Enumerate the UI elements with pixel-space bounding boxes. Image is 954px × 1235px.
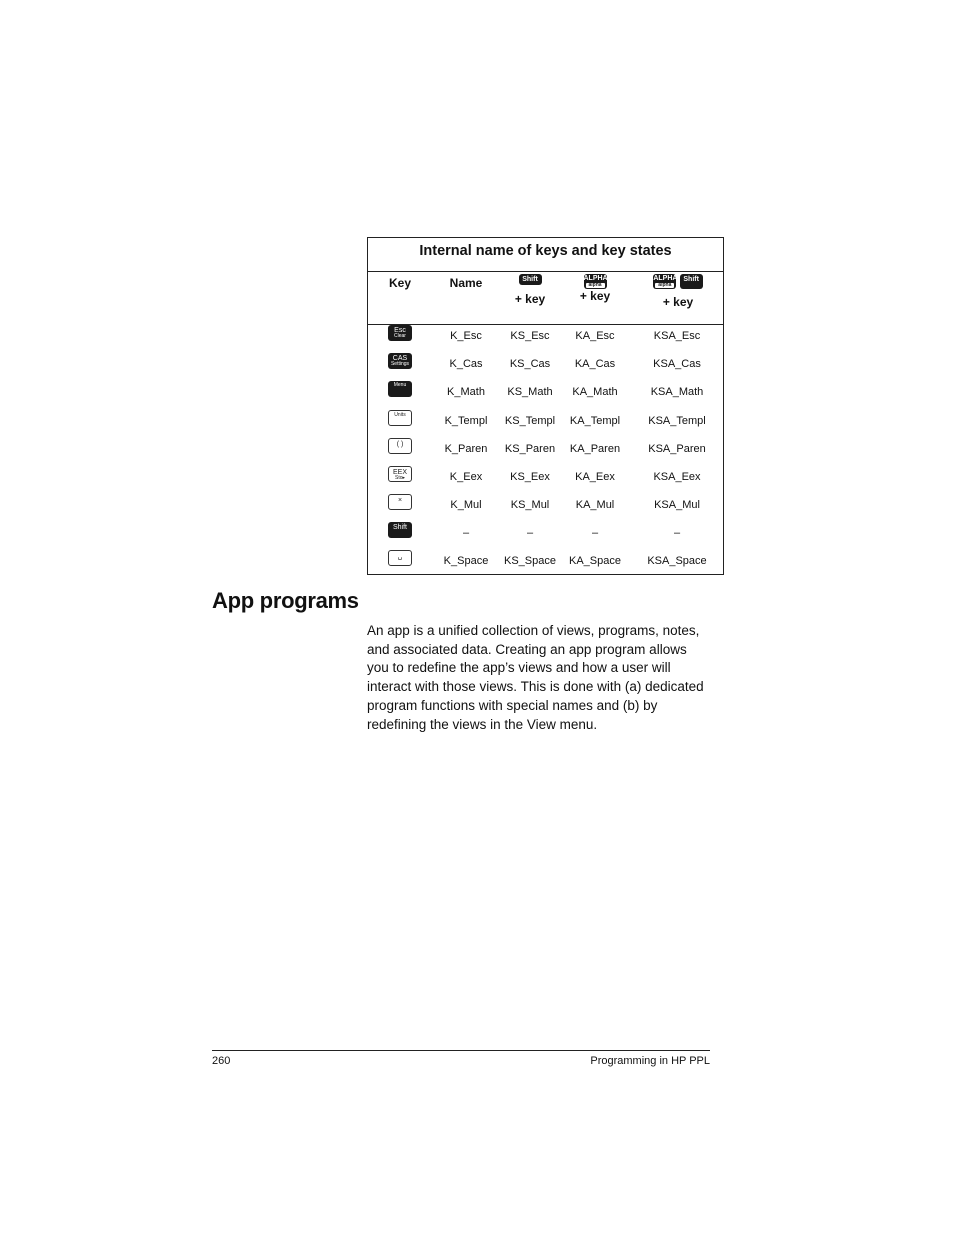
table-row <box>368 325 723 353</box>
alpha-keycap-sub: alpha <box>655 283 674 288</box>
cell-alpha: KA_Templ <box>569 415 621 427</box>
cell-name: K_Space <box>443 555 489 567</box>
keycap-label: EEX <box>392 469 407 476</box>
cell-alpha: KA_Space <box>569 555 621 567</box>
cell-alpha: – <box>591 527 599 539</box>
table-row <box>368 522 723 550</box>
cell-alpha-shift: KSA_Space <box>647 555 707 567</box>
alpha-keycap-icon <box>653 274 676 289</box>
keycap-sublabel: Units <box>394 412 406 418</box>
cell-name: K_Eex <box>449 471 483 483</box>
table-row <box>368 494 723 522</box>
table-row <box>368 466 723 494</box>
table-row <box>368 438 723 466</box>
template-key-icon <box>388 410 412 426</box>
cell-name: K_Esc <box>450 330 482 342</box>
header-shift-key <box>502 274 558 306</box>
keycap-label: × <box>397 497 403 504</box>
cell-name: – <box>462 527 470 539</box>
table-row <box>368 381 723 409</box>
cell-shift: KS_Eex <box>510 471 550 483</box>
section-heading: App programs <box>212 588 359 613</box>
table-row <box>368 410 723 438</box>
cell-name: K_Math <box>447 386 485 398</box>
page-number: 260 <box>212 1055 231 1067</box>
cell-alpha-shift: KSA_Paren <box>648 443 706 455</box>
cell-alpha-shift: KSA_Mul <box>654 499 700 511</box>
table-row <box>368 353 723 381</box>
eex-key-icon <box>388 466 412 482</box>
shift-keycap-icon: Shift <box>519 274 542 285</box>
cell-alpha-shift: – <box>673 527 681 539</box>
cell-alpha-shift: KSA_Esc <box>653 330 701 342</box>
cell-shift: KS_Cas <box>509 358 551 370</box>
keycap-sublabel: Clear <box>394 333 406 339</box>
header-name: Name <box>449 276 483 290</box>
alpha-keycap-label: ALPHA <box>653 275 678 282</box>
table-title: Internal name of keys and key states <box>368 238 723 272</box>
shift-keycap-icon: Shift <box>680 274 703 289</box>
keycap-label: Esc <box>394 327 406 334</box>
cell-name: K_Paren <box>444 443 488 455</box>
cell-shift: KS_Space <box>504 555 556 567</box>
cell-alpha: KA_Eex <box>575 471 615 483</box>
cell-alpha-shift: KSA_Eex <box>653 471 701 483</box>
esc-key-icon <box>388 325 412 341</box>
cell-shift: KS_Templ <box>504 415 556 427</box>
cell-alpha-shift: KSA_Templ <box>648 415 706 427</box>
cell-shift: KS_Paren <box>504 443 556 455</box>
keycap-sublabel: Settings <box>390 361 410 367</box>
cell-alpha: KA_Esc <box>575 330 615 342</box>
table-row <box>368 550 723 578</box>
cell-shift: KS_Math <box>507 386 553 398</box>
cell-alpha: KA_Math <box>572 386 618 398</box>
cell-shift: – <box>526 527 534 539</box>
cell-alpha-shift: KSA_Cas <box>653 358 701 370</box>
keycap-label: CAS <box>392 355 408 362</box>
cell-alpha: KA_Paren <box>569 443 621 455</box>
header-alpha-shift-key <box>644 274 712 309</box>
cell-name: K_Templ <box>444 415 488 427</box>
keycap-sublabel: Menu <box>393 382 407 388</box>
footer-rule <box>212 1050 710 1051</box>
cell-alpha: KA_Cas <box>574 358 616 370</box>
paren-key-icon <box>388 438 412 454</box>
keycap-label: ( ) <box>396 441 404 448</box>
header-shift-key-label: + key <box>514 292 546 306</box>
cell-alpha: KA_Mul <box>575 499 615 511</box>
cell-shift: KS_Esc <box>510 330 550 342</box>
alpha-keycap-icon <box>584 274 607 289</box>
cell-name: K_Mul <box>450 499 482 511</box>
cell-name: K_Cas <box>449 358 483 370</box>
header-alpha-shift-key-label: + key <box>662 295 694 309</box>
alpha-keycap-sub: alpha <box>586 283 605 288</box>
alpha-keycap-label: ALPHA <box>583 275 608 282</box>
key-names-table <box>367 237 724 575</box>
shift-key-icon <box>388 522 412 538</box>
header-key: Key <box>388 276 411 290</box>
math-key-icon <box>388 381 412 397</box>
keycap-sublabel: Sto▸ <box>394 475 405 481</box>
space-key-icon <box>388 550 412 566</box>
running-head: Programming in HP PPL <box>590 1055 710 1067</box>
table-header-row <box>368 272 723 325</box>
multiply-key-icon <box>388 494 412 510</box>
keycap-label: ␣ <box>397 553 403 560</box>
header-alpha-key <box>567 274 623 303</box>
header-alpha-key-label: + key <box>579 289 611 303</box>
section-paragraph: An app is a unified collection of views, programs, notes, and associated data. Creating an app program allows you to redefine the app’s views and how a user will interact with those views. This is done with (a) dedicated program functions with special names and (b) by redefining the views in the View menu. <box>367 623 704 732</box>
cell-alpha-shift: KSA_Math <box>650 386 704 398</box>
cas-key-icon <box>388 353 412 369</box>
cell-shift: KS_Mul <box>510 499 550 511</box>
keycap-label: Shift <box>392 524 407 531</box>
